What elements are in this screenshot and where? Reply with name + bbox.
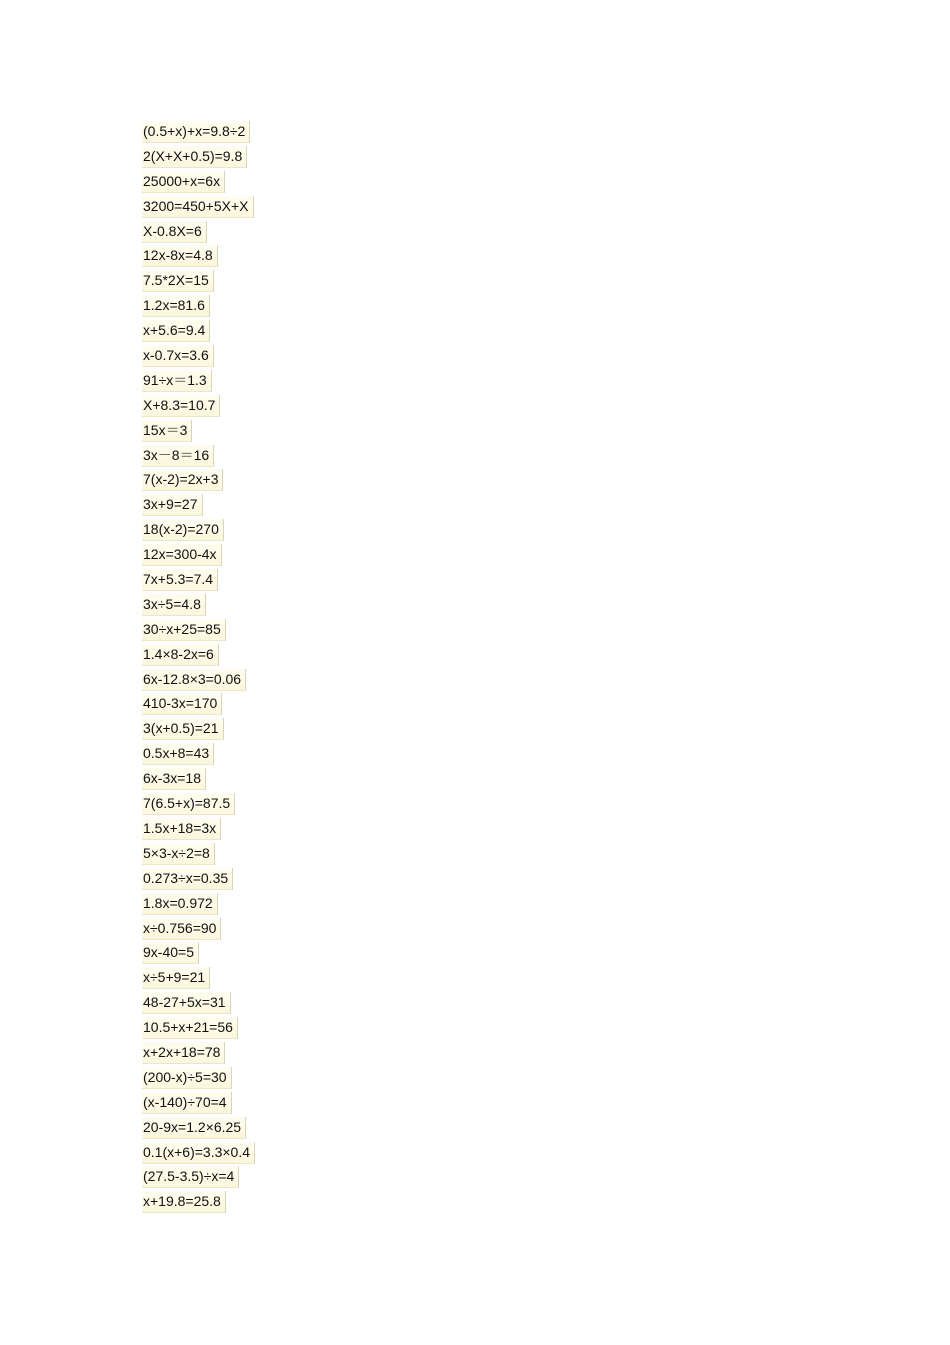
equation-text: 18(x-2)=270 xyxy=(142,519,224,541)
equation-text: 0.1(x+6)=3.3×0.4 xyxy=(142,1142,255,1164)
equation-text: (0.5+x)+x=9.8÷2 xyxy=(142,121,250,143)
equation-text: (200-x)÷5=30 xyxy=(142,1067,232,1089)
equation-text: x+5.6=9.4 xyxy=(142,320,210,342)
equation-text: 410-3x=170 xyxy=(142,693,222,715)
equation-text: 1.5x+18=3x xyxy=(142,818,221,840)
equation-text: (x-140)÷70=4 xyxy=(142,1092,232,1114)
equation-text: x÷5+9=21 xyxy=(142,967,210,989)
equation-text: 1.8x=0.972 xyxy=(142,893,218,915)
equation-text: 3x+9=27 xyxy=(142,494,203,516)
equation-text: X+8.3=10.7 xyxy=(142,395,220,417)
equation-text: 12x-8x=4.8 xyxy=(142,245,218,267)
equation-text: 15x＝3 xyxy=(142,420,192,442)
equation-text: 10.5+x+21=56 xyxy=(142,1017,238,1039)
equation-text: (27.5-3.5)÷x=4 xyxy=(142,1166,239,1188)
equation-text: 0.5x+8=43 xyxy=(142,743,214,765)
equation-text: X-0.8X=6 xyxy=(142,221,207,243)
equation-text: 3(x+0.5)=21 xyxy=(142,718,224,740)
equation-text: 6x-3x=18 xyxy=(142,768,206,790)
equation-text: 9x-40=5 xyxy=(142,942,199,964)
equation-text: x÷0.756=90 xyxy=(142,918,221,940)
equation-text: 7(x-2)=2x+3 xyxy=(142,469,223,491)
equation-text: 7.5*2X=15 xyxy=(142,270,214,292)
equation-text: 3200=450+5X+X xyxy=(142,196,254,218)
equation-text: 1.4×8-2x=6 xyxy=(142,644,219,666)
equation-text: x-0.7x=3.6 xyxy=(142,345,214,367)
equation-text: 3x÷5=4.8 xyxy=(142,594,206,616)
equation-text: 2(X+X+0.5)=9.8 xyxy=(142,146,247,168)
equation-text: 5×3-x÷2=8 xyxy=(142,843,215,865)
equation-text: 7x+5.3=7.4 xyxy=(142,569,218,591)
equation-text: 48-27+5x=31 xyxy=(142,992,231,1014)
equation-text: 25000+x=6x xyxy=(142,171,225,193)
equation-text: 20-9x=1.2×6.25 xyxy=(142,1117,246,1139)
equation-text: 7(6.5+x)=87.5 xyxy=(142,793,235,815)
equation-text: 91÷x＝1.3 xyxy=(142,370,212,392)
equation-text: 6x-12.8×3=0.06 xyxy=(142,669,246,691)
equation-text: 12x=300-4x xyxy=(142,544,222,566)
equation-text: 0.273÷x=0.35 xyxy=(142,868,233,890)
equation-text: 3x－8＝16 xyxy=(142,445,214,467)
equation-text: x+19.8=25.8 xyxy=(142,1191,226,1213)
equation-text: x+2x+18=78 xyxy=(142,1042,225,1064)
equation-text: 1.2x=81.6 xyxy=(142,295,210,317)
equation-text: 30÷x+25=85 xyxy=(142,619,226,641)
